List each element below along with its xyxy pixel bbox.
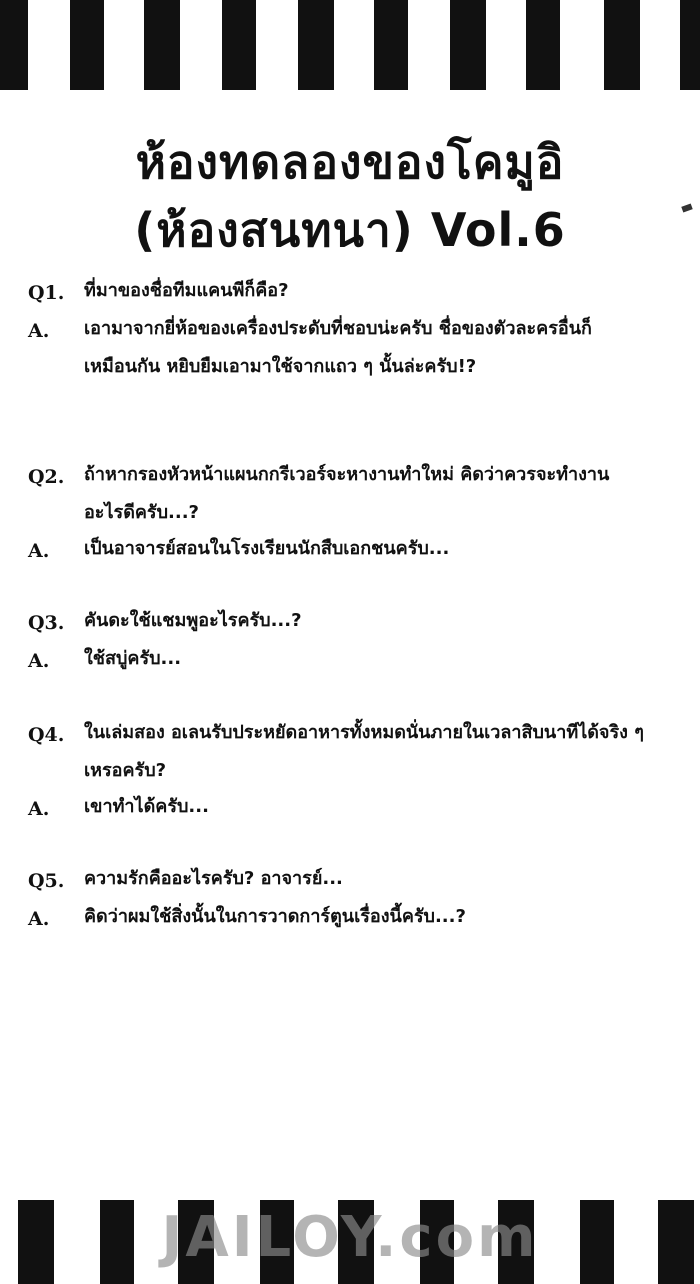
answer-text: คิดว่าผมใช้สิ่งนั้นในการวาดการ์ตูนเรื่องนี้ครับ...? xyxy=(84,906,466,927)
stripe-bar xyxy=(28,0,70,90)
watermark-text: JAILOY.com xyxy=(161,1205,539,1270)
top-stripe-border xyxy=(0,0,700,90)
answer-label: A. xyxy=(28,540,50,562)
question-text: คันดะใช้แชมพูอะไรครับ...? xyxy=(84,610,302,631)
stripe-bar xyxy=(104,0,144,90)
answer-label: A. xyxy=(28,650,50,672)
question-label: Q4. xyxy=(28,724,65,746)
question-text: ในเล่มสอง อเลนรับประหยัดอาหารทั้งหมดนั่นภายในเวลาสิบนาทีได้จริง ๆ เหรอครับ? xyxy=(84,722,644,781)
stripe-bar xyxy=(450,0,486,90)
question-label: Q2. xyxy=(28,466,65,488)
question-label: Q1. xyxy=(28,282,65,304)
stripe-bar xyxy=(680,0,700,90)
stripe-bar xyxy=(374,0,408,90)
stripe-bar xyxy=(408,0,450,90)
stripe-bar xyxy=(0,0,28,90)
answer-text: ใช้สบู่ครับ... xyxy=(84,648,182,669)
answer-label: A. xyxy=(28,908,50,930)
stripe-bar xyxy=(604,0,640,90)
title-line-2: (ห้องสนทนา) Vol.6 xyxy=(134,203,566,257)
stripe-bar xyxy=(256,0,298,90)
question-text: ที่มาของชื่อทีมแคนพีก็คือ? xyxy=(84,280,289,301)
stripe-bar xyxy=(222,0,256,90)
answer-label: A. xyxy=(28,320,50,342)
title-line-1: ห้องทดลองของโคมูอิ xyxy=(135,135,565,189)
stripe-bar xyxy=(298,0,334,90)
stripe-bar xyxy=(526,0,560,90)
answer-label: A. xyxy=(28,798,50,820)
stripe-bar xyxy=(560,0,604,90)
stripe-bar xyxy=(144,0,180,90)
stripe-bar xyxy=(180,0,222,90)
stripe-bar xyxy=(334,0,374,90)
stripe-bar xyxy=(70,0,104,90)
stripe-bar xyxy=(640,0,680,90)
question-label: Q5. xyxy=(28,870,65,892)
page-title xyxy=(0,128,700,264)
question-text: ถ้าหากรองหัวหน้าแผนกกรีเวอร์จะหางานทำใหม่ คิดว่าควรจะทำงานอะไรดีครับ...? xyxy=(84,464,610,523)
answer-text: เป็นอาจารย์สอนในโรงเรียนนักสืบเอกชนครับ... xyxy=(84,538,450,559)
stripe-bar xyxy=(486,0,526,90)
answer-text: เขาทำได้ครับ... xyxy=(84,796,209,817)
question-label: Q3. xyxy=(28,612,65,634)
answer-text: เอามาจากยี่ห้อของเครื่องประดับที่ชอบน่ะครับ ชื่อของตัวละครอื่นก็เหมือนกัน หยิบยืมเอามาใช้จากแถว ๆ นั้นล่ะครับ!? xyxy=(84,318,592,377)
question-text: ความรักคืออะไรครับ? อาจารย์... xyxy=(84,868,343,889)
